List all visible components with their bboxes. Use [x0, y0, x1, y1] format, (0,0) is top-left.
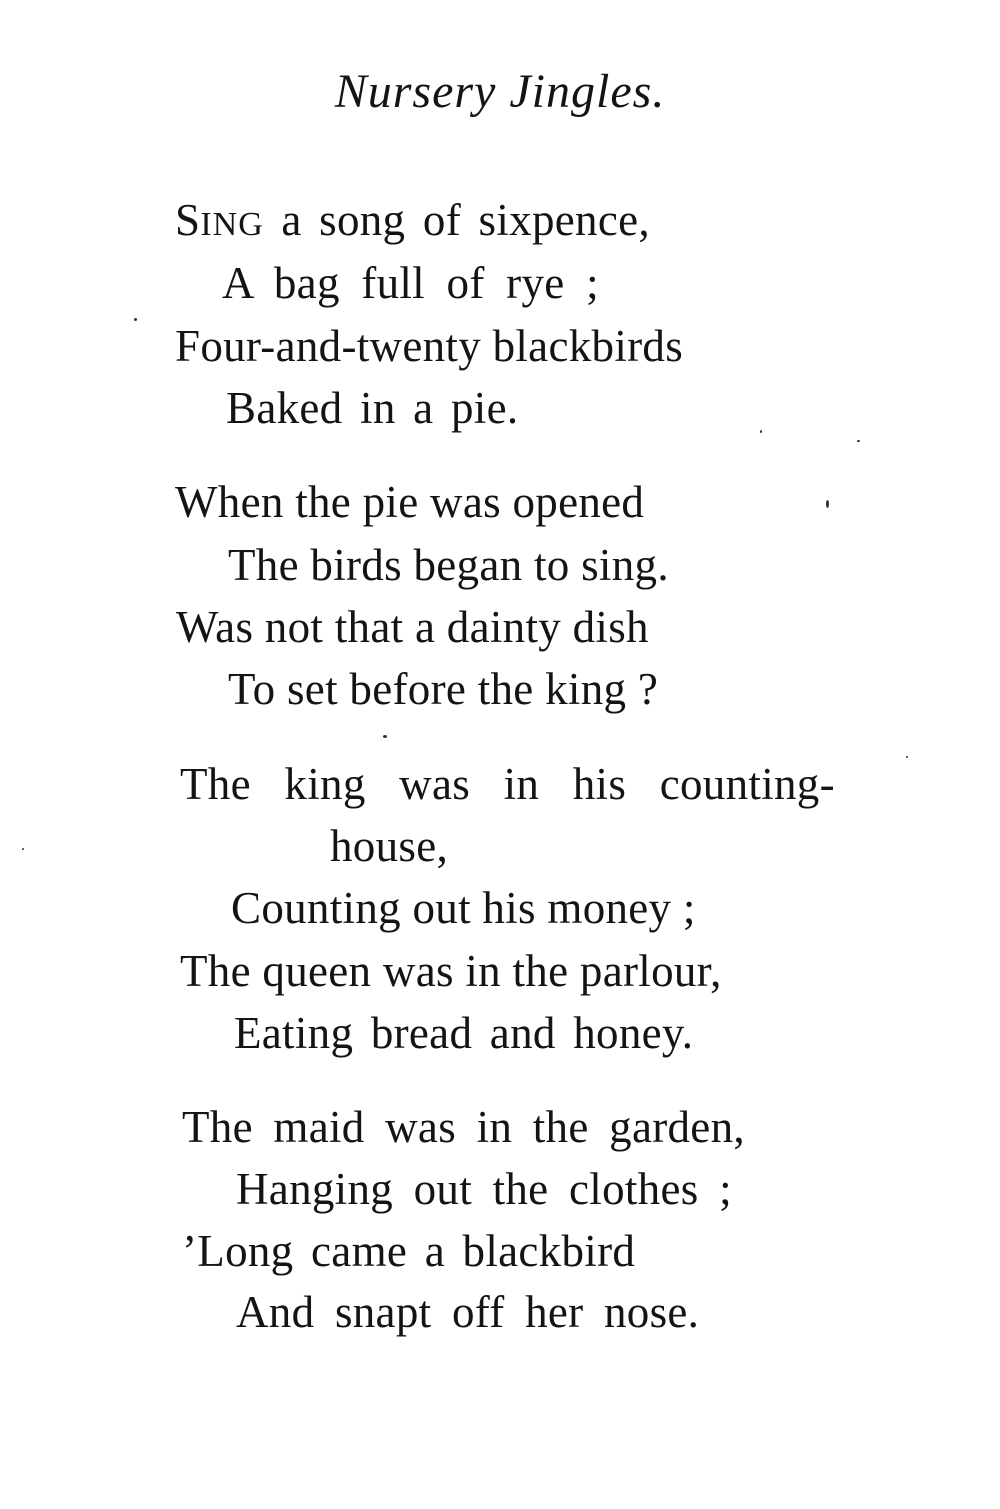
stanza-4-line-2: Hanging out the clothes ; — [236, 1164, 732, 1214]
line-text: a song of sixpence, — [263, 195, 650, 245]
stanza-3-line-1-continued: house, — [330, 821, 449, 871]
scan-speck — [22, 848, 24, 850]
stanza-3-line-4: Eating bread and honey. — [234, 1008, 694, 1058]
stanza-4-line-1: The maid was in the garden, — [182, 1102, 745, 1152]
scan-speck — [383, 735, 387, 738]
scan-speck — [134, 318, 137, 321]
stanza-3-line-2: Counting out his money ; — [231, 883, 696, 933]
stanza-1-line-4: Baked in a pie. — [226, 383, 519, 433]
stanza-1-line-2: A bag full of rye ; — [222, 258, 599, 308]
stanza-1-line-1 — [175, 192, 650, 253]
scan-speck — [760, 430, 762, 433]
stanza-2-line-3: Was not that a dainty dish — [176, 602, 649, 652]
stanza-2-line-1: When the pie was opened — [175, 477, 645, 527]
small-caps-rest: ING — [200, 206, 264, 243]
drop-initial: S — [175, 195, 201, 245]
stanza-2-line-4: To set before the king ? — [228, 664, 659, 714]
scan-speck — [857, 440, 860, 442]
scan-speck — [906, 756, 908, 758]
page-title: Nursery Jingles. — [334, 65, 666, 118]
scan-speck — [826, 500, 829, 508]
stanza-1-line-3: Four-and-twenty blackbirds — [175, 321, 684, 371]
stanza-4-line-4: And snapt off her nose. — [236, 1287, 700, 1337]
stanza-4-line-3: ’Long came a blackbird — [182, 1226, 636, 1276]
stanza-3-line-3: The queen was in the parlour, — [180, 946, 722, 996]
stanza-2-line-2: The birds began to sing. — [228, 540, 669, 590]
stanza-3-line-1: The king was in his counting- — [180, 759, 835, 809]
